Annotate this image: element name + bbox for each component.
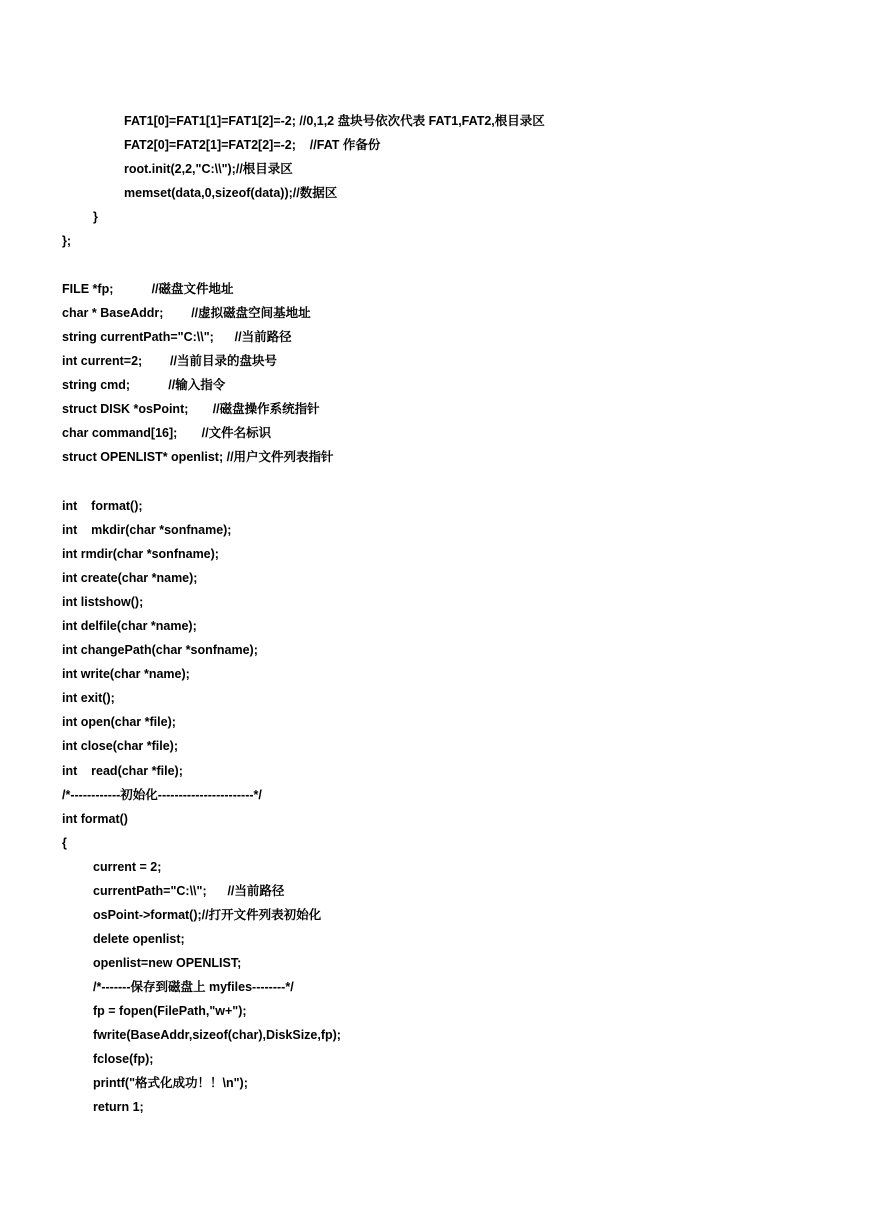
code-line: int delfile(char *name); — [62, 619, 197, 633]
code-line: char * BaseAddr; //虚拟磁盘空间基地址 — [62, 306, 311, 320]
code-line: int changePath(char *sonfname); — [62, 643, 258, 657]
code-line: osPoint->format();//打开文件列表初始化 — [93, 908, 322, 922]
code-line: int format(); — [62, 499, 143, 513]
code-line: int write(char *name); — [62, 667, 190, 681]
code-line: root.init(2,2,"C:\\");//根目录区 — [124, 162, 293, 176]
code-line: FAT2[0]=FAT2[1]=FAT2[2]=-2; //FAT 作备份 — [124, 138, 381, 152]
code-line: { — [62, 836, 67, 850]
code-line: delete openlist; — [93, 932, 185, 946]
code-line: int rmdir(char *sonfname); — [62, 547, 219, 561]
code-line: int listshow(); — [62, 595, 144, 609]
code-line: fwrite(BaseAddr,sizeof(char),DiskSize,fp); — [93, 1028, 341, 1042]
code-line: currentPath="C:\\"; //当前路径 — [93, 884, 285, 898]
code-line: int read(char *file); — [62, 764, 183, 778]
code-line: FILE *fp; //磁盘文件地址 — [62, 282, 234, 296]
code-line: int exit(); — [62, 691, 115, 705]
code-line: int close(char *file); — [62, 739, 178, 753]
code-line: int open(char *file); — [62, 715, 176, 729]
code-line: } — [93, 210, 98, 224]
code-line: /*-------保存到磁盘上 myfiles--------*/ — [93, 980, 294, 994]
code-line: fp = fopen(FilePath,"w+"); — [93, 1004, 247, 1018]
code-line: FAT1[0]=FAT1[1]=FAT1[2]=-2; //0,1,2 盘块号依次代表 FAT1,FAT2,根目录区 — [124, 114, 545, 128]
code-line: int current=2; //当前目录的盘块号 — [62, 354, 277, 368]
code-line: int create(char *name); — [62, 571, 198, 585]
code-line: char command[16]; //文件名标识 — [62, 426, 272, 440]
code-line: fclose(fp); — [93, 1052, 154, 1066]
code-line: /*------------初始化-----------------------*/ — [62, 788, 262, 802]
code-line: return 1; — [93, 1100, 144, 1114]
code-line: struct OPENLIST* openlist; //用户文件列表指针 — [62, 450, 334, 464]
code-line: current = 2; — [93, 860, 162, 874]
code-line: string cmd; //输入指令 — [62, 378, 226, 392]
code-line: memset(data,0,sizeof(data));//数据区 — [124, 186, 338, 200]
code-line: struct DISK *osPoint; //磁盘操作系统指针 — [62, 402, 320, 416]
code-line: int format() — [62, 812, 128, 826]
code-line: int mkdir(char *sonfname); — [62, 523, 232, 537]
code-line: printf("格式化成功！！\n"); — [93, 1076, 248, 1090]
code-line: string currentPath="C:\\"; //当前路径 — [62, 330, 292, 344]
code-line: }; — [62, 234, 72, 248]
code-line: openlist=new OPENLIST; — [93, 956, 242, 970]
